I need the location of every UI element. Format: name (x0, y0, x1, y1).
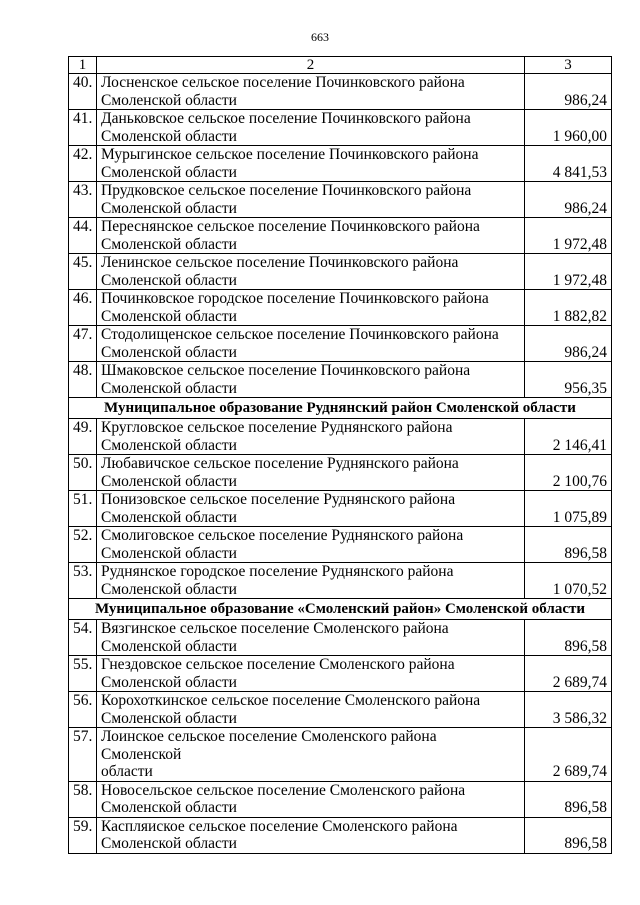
amount-value: 2 689,74 (525, 728, 612, 782)
amount-value: 956,35 (525, 362, 612, 398)
header-col-1: 1 (69, 57, 97, 74)
settlement-name-line-2: Смоленской области (101, 307, 237, 325)
table-row (69, 110, 612, 146)
amount-value: 1 070,52 (525, 563, 612, 599)
amount-value: 4 841,53 (525, 146, 612, 182)
settlement-name-line-2: Смоленской области (101, 673, 237, 691)
settlement-name-line-1: Смолиговское сельское поселение Руднянского района (101, 527, 464, 544)
table-row (69, 527, 612, 563)
section-title: Муниципальное образование Руднянский район Смоленской области (69, 398, 612, 419)
table-row (69, 362, 612, 398)
settlement-name (97, 218, 525, 254)
amount-value: 986,24 (525, 74, 612, 110)
settlement-name (97, 254, 525, 290)
table-body (69, 57, 612, 854)
row-number: 51. (69, 491, 97, 527)
section-header-row (69, 599, 612, 620)
table-row (69, 817, 612, 853)
amount-value: 896,58 (525, 620, 612, 656)
page-number: 663 (311, 30, 329, 44)
amount-value: 986,24 (525, 326, 612, 362)
settlement-name-line-1: Корохоткинское сельское поселение Смоленского района (101, 692, 481, 709)
settlement-name-line-2: Смоленской области (101, 271, 237, 289)
table-row (69, 146, 612, 182)
table-row (69, 254, 612, 290)
settlement-name (97, 527, 525, 563)
row-number: 56. (69, 692, 97, 728)
settlement-name-line-1: Каспляиское сельское поселение Смоленского района (101, 817, 458, 835)
table-row (69, 326, 612, 362)
settlement-name-line-2: Смоленской области (101, 163, 237, 181)
settlement-name-line-1: Вязгинское сельское поселение Смоленского района (101, 620, 449, 637)
settlement-name-line-2: Смоленской области (101, 343, 237, 361)
settlement-name-line-1: Мурыгинское сельское поселение Починковского района (101, 146, 479, 163)
settlement-name-line-1: Ленинское сельское поселение Починковского района (101, 254, 459, 271)
row-number: 49. (69, 419, 97, 455)
table-row (69, 290, 612, 326)
settlement-name-line-2: Смоленской области (101, 544, 237, 562)
allocation-table (68, 56, 612, 854)
settlement-name-line-2: Смоленской области (101, 235, 237, 253)
settlement-name (97, 362, 525, 398)
amount-value: 1 882,82 (525, 290, 612, 326)
settlement-name-line-2: Смоленской области (101, 709, 237, 727)
amount-value: 2 146,41 (525, 419, 612, 455)
row-number: 52. (69, 527, 97, 563)
settlement-name-line-1: Любавичское сельское поселение Руднянского района (101, 455, 459, 472)
settlement-name-line-1: Лосненское сельское поселение Починковского района (101, 74, 465, 91)
table-row (69, 182, 612, 218)
settlement-name (97, 326, 525, 362)
amount-value: 896,58 (525, 527, 612, 563)
row-number: 57. (69, 728, 97, 782)
settlement-name-line-2: Смоленской области (101, 436, 237, 454)
settlement-name-line-1: Понизовское сельское поселение Руднянского района (101, 491, 456, 508)
row-number: 46. (69, 290, 97, 326)
amount-value: 986,24 (525, 182, 612, 218)
row-number: 55. (69, 656, 97, 692)
settlement-name-line-1: Прудковское сельское поселение Починковского района (101, 182, 472, 199)
amount-value: 2 100,76 (525, 455, 612, 491)
settlement-name (97, 491, 525, 527)
settlement-name-line-1: Стодолищенское сельское поселение Починковского района (101, 326, 499, 343)
table-row (69, 74, 612, 110)
header-col-3: 3 (525, 57, 612, 74)
settlement-name-line-1: Даньковское сельское поселение Починковского района (101, 110, 471, 127)
settlement-name (97, 692, 525, 728)
settlement-name-line-2: области (101, 763, 153, 780)
table-row (69, 563, 612, 599)
settlement-name (97, 728, 525, 782)
settlement-name (97, 110, 525, 146)
settlement-name (97, 620, 525, 656)
section-header-row (69, 398, 612, 419)
settlement-name (97, 74, 525, 110)
settlement-name-line-2: Смоленской области (101, 508, 237, 526)
row-number: 43. (69, 182, 97, 218)
amount-value: 1 972,48 (525, 218, 612, 254)
row-number: 59. (69, 817, 97, 853)
amount-value: 2 689,74 (525, 656, 612, 692)
settlement-name (97, 419, 525, 455)
settlement-name (97, 455, 525, 491)
amount-value: 896,58 (525, 781, 612, 817)
header-col-2: 2 (97, 57, 525, 74)
settlement-name-line-2: Смоленской области (101, 799, 237, 816)
table-row (69, 455, 612, 491)
row-number: 58. (69, 781, 97, 817)
table-row (69, 781, 612, 817)
table-header-row (69, 57, 612, 74)
table-row (69, 620, 612, 656)
amount-value: 1 972,48 (525, 254, 612, 290)
table-row (69, 218, 612, 254)
settlement-name-line-2: Смоленской области (101, 637, 237, 655)
row-number: 45. (69, 254, 97, 290)
row-number: 50. (69, 455, 97, 491)
row-number: 40. (69, 74, 97, 110)
settlement-name (97, 146, 525, 182)
row-number: 42. (69, 146, 97, 182)
settlement-name (97, 182, 525, 218)
row-number: 53. (69, 563, 97, 599)
settlement-name-line-1: Шмаковское сельское поселение Починковского района (101, 362, 471, 379)
settlement-name-line-2: Смоленской области (101, 379, 237, 397)
settlement-name-line-2: Смоленской области (101, 580, 237, 598)
row-number: 48. (69, 362, 97, 398)
row-number: 47. (69, 326, 97, 362)
table-row (69, 656, 612, 692)
settlement-name (97, 817, 525, 853)
settlement-name-line-1: Лоинское сельское поселение Смоленского района Смоленской (101, 728, 437, 763)
settlement-name-line-2: Смоленской области (101, 835, 237, 852)
settlement-name (97, 656, 525, 692)
amount-value: 896,58 (525, 817, 612, 853)
settlement-name-line-2: Смоленской области (101, 199, 237, 217)
settlement-name (97, 290, 525, 326)
row-number: 44. (69, 218, 97, 254)
settlement-name (97, 781, 525, 817)
table-row (69, 491, 612, 527)
settlement-name (97, 563, 525, 599)
settlement-name-line-1: Переснянское сельское поселение Починковского района (101, 218, 480, 235)
amount-value: 3 586,32 (525, 692, 612, 728)
table-row (69, 728, 612, 782)
table-row (69, 419, 612, 455)
settlement-name-line-1: Руднянское городское поселение Руднянского района (101, 563, 454, 580)
row-number: 41. (69, 110, 97, 146)
row-number: 54. (69, 620, 97, 656)
amount-value: 1 075,89 (525, 491, 612, 527)
settlement-name-line-1: Починковское городское поселение Починковского района (101, 290, 489, 307)
settlement-name-line-1: Новосельское сельское поселение Смоленского района (101, 781, 466, 799)
settlement-name-line-1: Кругловское сельское поселение Руднянского района (101, 419, 453, 436)
settlement-name-line-2: Смоленской области (101, 127, 237, 145)
section-title: Муниципальное образование «Смоленский район» Смоленской области (69, 599, 612, 620)
settlement-name-line-1: Гнездовское сельское поселение Смоленского района (101, 656, 455, 673)
amount-value: 1 960,00 (525, 110, 612, 146)
table-row (69, 692, 612, 728)
settlement-name-line-2: Смоленской области (101, 91, 237, 109)
settlement-name-line-2: Смоленской области (101, 472, 237, 490)
